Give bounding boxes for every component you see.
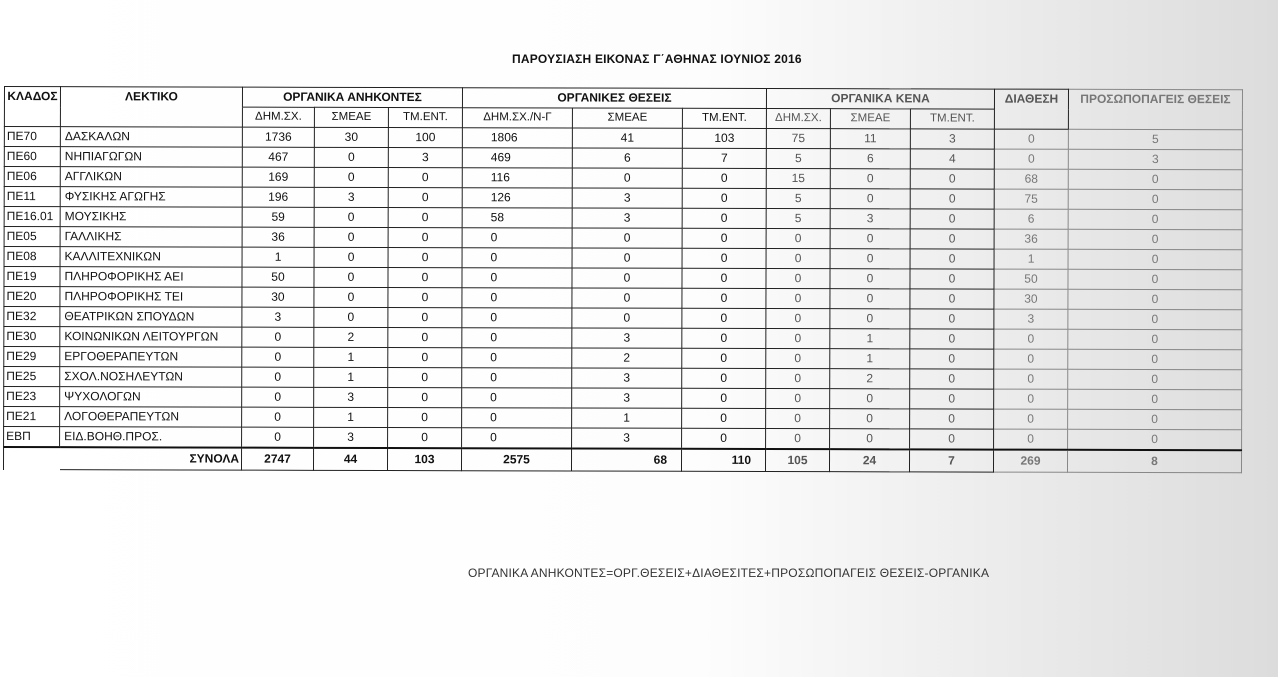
cell-anh-smeae: 1: [314, 367, 388, 387]
cell-anh-tm: 0: [388, 168, 462, 188]
cell-ken-smeae: 0: [830, 189, 910, 209]
cell-diathesi: 0: [994, 329, 1068, 349]
cell-anh-tm: 0: [388, 228, 462, 248]
total-anh-tm: 103: [387, 448, 461, 471]
cell-klados: ΕΒΠ: [4, 427, 60, 448]
cell-anh-smeae: 0: [314, 167, 388, 187]
total-prosopopageis: 8: [1067, 450, 1241, 473]
cell-anh-tm: 0: [388, 188, 462, 208]
cell-anh-dhm: 467: [242, 147, 314, 167]
cell-ken-tm: 0: [910, 389, 994, 409]
cell-anh-tm: 0: [388, 388, 462, 408]
cell-the-dhm: 0: [462, 228, 572, 248]
cell-ken-dhm: 0: [766, 248, 830, 268]
cell-klados: ΠΕ20: [4, 287, 60, 307]
cell-the-dhm: 0: [462, 428, 572, 449]
cell-klados: ΠΕ16.01: [4, 207, 60, 227]
header-prosopopageis: ΠΡΟΣΩΠΟΠΑΓΕΙΣ ΘΕΣΕΙΣ: [1068, 89, 1242, 109]
cell-diathesi: 50: [994, 269, 1068, 289]
cell-diathesi: 30: [994, 289, 1068, 309]
cell-klados: ΠΕ23: [4, 387, 60, 407]
cell-lektiko: ΚΑΛΛΙΤΕΧΝΙΚΩΝ: [60, 247, 242, 267]
cell-the-tm: 7: [682, 148, 766, 168]
cell-lektiko: ΦΥΣΙΚΗΣ ΑΓΩΓΗΣ: [60, 187, 242, 207]
cell-lektiko: ΚΟΙΝΩΝΙΚΩΝ ΛΕΙΤΟΥΡΓΩΝ: [60, 327, 242, 347]
cell-anh-tm: 0: [388, 348, 462, 368]
cell-prosopopageis: 0: [1068, 349, 1242, 369]
subheader-the-smeae: ΣΜΕΑΕ: [572, 108, 682, 128]
cell-anh-dhm: 196: [242, 187, 314, 207]
cell-ken-smeae: 0: [830, 229, 910, 249]
cell-anh-tm: 0: [388, 248, 462, 268]
cell-diathesi: 0: [994, 369, 1068, 389]
cell-the-smeae: 0: [572, 308, 682, 328]
cell-ken-tm: 0: [910, 289, 994, 309]
total-ken-tm: 7: [909, 449, 993, 472]
cell-klados: ΠΕ30: [4, 327, 60, 347]
cell-anh-dhm: 0: [242, 367, 314, 387]
cell-prosopopageis: 0: [1068, 289, 1242, 309]
cell-ken-dhm: 15: [766, 168, 830, 188]
totals-row: [3, 447, 1241, 473]
cell-prosopopageis: 0: [1068, 429, 1242, 450]
cell-anh-tm: 0: [388, 208, 462, 228]
cell-anh-dhm: 1736: [242, 127, 314, 147]
cell-lektiko: ΛΟΓΟΘΕΡΑΠΕΥΤΩΝ: [60, 407, 242, 427]
cell-the-dhm: 0: [462, 288, 572, 308]
cell-prosopopageis: 0: [1068, 249, 1242, 269]
cell-the-smeae: 3: [572, 328, 682, 348]
cell-ken-tm: 0: [910, 349, 994, 369]
cell-the-dhm: 0: [462, 328, 572, 348]
header-klados: ΚΛΑΔΟΣ: [4, 87, 60, 107]
cell-prosopopageis: 3: [1068, 149, 1242, 169]
cell-the-smeae: 3: [572, 428, 682, 449]
document-title: ΠΑΡΟΥΣΙΑΣΗ ΕΙΚΟΝΑΣ Γ΄ΑΘΗΝΑΣ ΙΟΥΝΙΟΣ 2016: [512, 52, 802, 66]
cell-ken-dhm: 0: [766, 308, 830, 328]
cell-ken-dhm: 75: [766, 128, 830, 148]
cell-prosopopageis: 0: [1068, 189, 1242, 209]
subheader-ken-dhm: ΔΗΜ.ΣΧ.: [766, 108, 830, 128]
cell-prosopopageis: 0: [1068, 389, 1242, 409]
cell-prosopopageis: 0: [1068, 309, 1242, 329]
cell-ken-smeae: 1: [830, 329, 910, 349]
cell-the-tm: 0: [682, 408, 766, 428]
cell-diathesi: 6: [994, 209, 1068, 229]
cell-the-tm: 0: [682, 368, 766, 388]
cell-anh-dhm: 1: [242, 247, 314, 267]
cell-anh-tm: 0: [388, 368, 462, 388]
cell-the-dhm: 469: [462, 148, 572, 168]
cell-the-dhm: 0: [462, 308, 572, 328]
total-the-dhm: 2575: [461, 448, 571, 471]
cell-the-smeae: 0: [572, 248, 682, 268]
cell-the-smeae: 3: [572, 188, 682, 208]
cell-anh-tm: 0: [388, 408, 462, 428]
cell-lektiko: ΠΛΗΡΟΦΟΡΙΚΗΣ ΤΕΙ: [60, 287, 242, 307]
subheader-the-dhm: ΔΗΜ.ΣΧ./Ν-Γ: [462, 108, 572, 128]
cell-ken-smeae: 11: [830, 129, 910, 149]
cell-the-tm: 0: [682, 208, 766, 228]
cell-ken-dhm: 0: [766, 288, 830, 308]
cell-the-tm: 0: [682, 168, 766, 188]
cell-ken-tm: 0: [910, 249, 994, 269]
staffing-table: [3, 86, 1243, 473]
cell-prosopopageis: 0: [1068, 169, 1242, 189]
cell-diathesi: 0: [994, 349, 1068, 369]
cell-the-smeae: 0: [572, 228, 682, 248]
cell-ken-smeae: 2: [830, 369, 910, 389]
cell-klados: ΠΕ08: [4, 247, 60, 267]
cell-anh-dhm: 169: [242, 167, 314, 187]
header-organika-kena: ΟΡΓΑΝΙΚΑ ΚΕΝΑ: [766, 88, 994, 109]
cell-ken-tm: 0: [910, 209, 994, 229]
cell-the-smeae: 3: [572, 368, 682, 388]
total-the-smeae: 68: [571, 448, 681, 471]
cell-the-tm: 0: [682, 248, 766, 268]
cell-anh-tm: 3: [388, 148, 462, 168]
cell-anh-smeae: 2: [314, 327, 388, 347]
cell-the-dhm: 0: [462, 348, 572, 368]
cell-the-tm: 0: [682, 288, 766, 308]
cell-ken-smeae: 0: [830, 249, 910, 269]
cell-anh-smeae: 3: [314, 427, 388, 448]
cell-lektiko: ΓΑΛΛΙΚΗΣ: [60, 227, 242, 247]
cell-ken-dhm: 0: [766, 348, 830, 368]
formula-note: ΟΡΓΑΝΙΚΑ ΑΝΗΚΟΝΤΕΣ=ΟΡΓ.ΘΕΣΕΙΣ+ΔΙΑΘΕΣΙΤΕΣ+ΠΡΟΣΩΠΟΠΑΓΕΙΣ ΘΕΣΕΙΣ-ΟΡΓΑΝΙΚΑ: [468, 566, 990, 580]
cell-ken-smeae: 6: [830, 149, 910, 169]
cell-the-smeae: 0: [572, 288, 682, 308]
totals-label: ΣΥΝΟΛΑ: [59, 447, 241, 470]
cell-the-smeae: 1: [572, 408, 682, 428]
cell-the-smeae: 0: [572, 168, 682, 188]
cell-klados: ΠΕ06: [4, 167, 60, 187]
cell-anh-dhm: 30: [242, 287, 314, 307]
cell-lektiko: ΘΕΑΤΡΙΚΩΝ ΣΠΟΥΔΩΝ: [60, 307, 242, 327]
cell-anh-smeae: 0: [314, 147, 388, 167]
cell-anh-dhm: 0: [242, 347, 314, 367]
header-diathesi: ΔΙΑΘΕΣΗ: [994, 89, 1068, 109]
subheader-the-tm: ΤΜ.ΕΝΤ.: [682, 108, 766, 128]
cell-the-tm: 103: [682, 128, 766, 148]
cell-ken-smeae: 0: [830, 289, 910, 309]
cell-anh-tm: 0: [388, 268, 462, 288]
cell-the-tm: 0: [682, 428, 766, 449]
cell-ken-tm: 4: [910, 149, 994, 169]
cell-ken-tm: 0: [910, 409, 994, 429]
cell-anh-smeae: 0: [314, 207, 388, 227]
cell-anh-smeae: 0: [314, 307, 388, 327]
subheader-ken-smeae: ΣΜΕΑΕ: [830, 109, 910, 129]
header-organikes-theseis: ΟΡΓΑΝΙΚΕΣ ΘΕΣΕΙΣ: [462, 88, 766, 109]
cell-ken-tm: 3: [910, 129, 994, 149]
cell-anh-smeae: 0: [314, 247, 388, 267]
cell-lektiko: ΔΑΣΚΑΛΩΝ: [60, 127, 242, 147]
total-the-tm: 110: [681, 449, 765, 472]
cell-the-dhm: 0: [462, 368, 572, 388]
cell-the-dhm: 58: [462, 208, 572, 228]
cell-klados: ΠΕ25: [4, 367, 60, 387]
cell-ken-tm: 0: [910, 269, 994, 289]
cell-anh-dhm: 0: [242, 387, 314, 407]
cell-anh-tm: 0: [388, 328, 462, 348]
cell-anh-tm: 0: [388, 288, 462, 308]
cell-anh-smeae: 0: [314, 227, 388, 247]
cell-klados: ΠΕ05: [4, 227, 60, 247]
cell-anh-dhm: 0: [242, 407, 314, 427]
table-body: [4, 127, 1243, 451]
cell-anh-smeae: 30: [314, 127, 388, 147]
cell-klados: ΠΕ60: [4, 147, 60, 167]
cell-anh-dhm: 36: [242, 227, 314, 247]
cell-ken-tm: 0: [910, 429, 994, 450]
cell-the-dhm: 126: [462, 188, 572, 208]
cell-the-smeae: 3: [572, 388, 682, 408]
cell-ken-dhm: 0: [766, 368, 830, 388]
table-row: [4, 327, 1242, 350]
cell-anh-smeae: 0: [314, 287, 388, 307]
cell-ken-smeae: 0: [830, 269, 910, 289]
cell-the-dhm: 0: [462, 388, 572, 408]
total-diathesi: 269: [993, 450, 1067, 473]
cell-anh-dhm: 3: [242, 307, 314, 327]
cell-diathesi: 0: [994, 429, 1068, 450]
cell-ken-tm: 0: [910, 369, 994, 389]
header-lektiko: ΛΕΚΤΙΚΟ: [60, 87, 242, 107]
total-ken-dhm: 105: [765, 449, 829, 472]
cell-anh-tm: 0: [388, 428, 462, 449]
cell-klados: ΠΕ11: [4, 187, 60, 207]
cell-diathesi: 0: [994, 149, 1068, 169]
cell-anh-tm: 0: [388, 308, 462, 328]
cell-the-smeae: 41: [572, 128, 682, 148]
cell-diathesi: 3: [994, 309, 1068, 329]
cell-diathesi: 0: [994, 389, 1068, 409]
cell-ken-smeae: 3: [830, 209, 910, 229]
cell-klados: ΠΕ19: [4, 267, 60, 287]
cell-lektiko: ΨΥΧΟΛΟΓΩΝ: [60, 387, 242, 407]
cell-ken-dhm: 5: [766, 148, 830, 168]
cell-the-tm: 0: [682, 228, 766, 248]
cell-ken-tm: 0: [910, 229, 994, 249]
cell-anh-smeae: 3: [314, 387, 388, 407]
cell-lektiko: ΕΙΔ.ΒΟΗΘ.ΠΡΟΣ.: [60, 427, 242, 448]
cell-diathesi: 75: [994, 189, 1068, 209]
cell-the-smeae: 3: [572, 208, 682, 228]
cell-ken-dhm: 0: [766, 408, 830, 428]
cell-the-dhm: 0: [462, 268, 572, 288]
subheader-anh-smeae: ΣΜΕΑΕ: [314, 107, 388, 127]
cell-the-smeae: 2: [572, 348, 682, 368]
total-ken-smeae: 24: [829, 449, 909, 472]
cell-ken-dhm: 5: [766, 188, 830, 208]
cell-anh-dhm: 0: [242, 427, 314, 448]
cell-lektiko: ΠΛΗΡΟΦΟΡΙΚΗΣ ΑΕΙ: [60, 267, 242, 287]
cell-the-dhm: 0: [462, 408, 572, 428]
cell-ken-tm: 0: [910, 329, 994, 349]
cell-ken-dhm: 0: [766, 328, 830, 348]
cell-klados: ΠΕ70: [4, 127, 60, 147]
cell-lektiko: ΣΧΟΛ.ΝΟΣΗΛΕΥΤΩΝ: [60, 367, 242, 387]
cell-lektiko: ΑΓΓΛΙΚΩΝ: [60, 167, 242, 187]
cell-lektiko: ΕΡΓΟΘΕΡΑΠΕΥΤΩΝ: [60, 347, 242, 367]
cell-the-dhm: 1806: [462, 128, 572, 148]
cell-anh-tm: 100: [388, 128, 462, 148]
cell-ken-dhm: 5: [766, 208, 830, 228]
cell-klados: ΠΕ21: [4, 407, 60, 427]
cell-anh-dhm: 0: [242, 327, 314, 347]
cell-prosopopageis: 0: [1068, 229, 1242, 249]
cell-ken-dhm: 0: [766, 388, 830, 408]
subheader-ken-tm: ΤΜ.ΕΝΤ.: [910, 109, 994, 129]
cell-the-tm: 0: [682, 268, 766, 288]
cell-lektiko: ΜΟΥΣΙΚΗΣ: [60, 207, 242, 227]
cell-the-dhm: 0: [462, 248, 572, 268]
cell-ken-dhm: 0: [766, 428, 830, 449]
cell-diathesi: 36: [994, 229, 1068, 249]
cell-ken-smeae: 0: [830, 409, 910, 429]
cell-the-smeae: 6: [572, 148, 682, 168]
cell-diathesi: 68: [994, 169, 1068, 189]
cell-the-tm: 0: [682, 348, 766, 368]
cell-the-tm: 0: [682, 328, 766, 348]
cell-ken-smeae: 0: [830, 389, 910, 409]
cell-diathesi: 0: [994, 409, 1068, 429]
subheader-anh-dhm: ΔΗΜ.ΣΧ.: [242, 107, 314, 127]
cell-the-tm: 0: [682, 188, 766, 208]
cell-prosopopageis: 0: [1068, 269, 1242, 289]
cell-klados: ΠΕ32: [4, 307, 60, 327]
cell-diathesi: 0: [994, 129, 1068, 149]
cell-ken-smeae: 0: [830, 309, 910, 329]
cell-the-smeae: 0: [572, 268, 682, 288]
cell-ken-tm: 0: [910, 189, 994, 209]
cell-the-dhm: 116: [462, 168, 572, 188]
cell-diathesi: 1: [994, 249, 1068, 269]
cell-ken-smeae: 0: [830, 429, 910, 450]
cell-ken-tm: 0: [910, 169, 994, 189]
cell-prosopopageis: 0: [1068, 329, 1242, 349]
cell-anh-smeae: 1: [314, 347, 388, 367]
cell-prosopopageis: 0: [1068, 369, 1242, 389]
cell-prosopopageis: 5: [1068, 129, 1242, 149]
cell-ken-dhm: 0: [766, 228, 830, 248]
cell-anh-smeae: 1: [314, 407, 388, 427]
cell-klados: ΠΕ29: [4, 347, 60, 367]
cell-ken-tm: 0: [910, 309, 994, 329]
header-organika-anhkontes: ΟΡΓΑΝΙΚΑ ΑΝΗΚΟΝΤΕΣ: [242, 87, 462, 108]
cell-lektiko: ΝΗΠΙΑΓΩΓΩΝ: [60, 147, 242, 167]
cell-the-tm: 0: [682, 308, 766, 328]
cell-prosopopageis: 0: [1068, 209, 1242, 229]
cell-anh-dhm: 59: [242, 207, 314, 227]
total-anh-dhm: 2747: [241, 448, 313, 471]
cell-prosopopageis: 0: [1068, 409, 1242, 429]
table-row: [4, 307, 1242, 330]
cell-ken-smeae: 0: [830, 169, 910, 189]
cell-anh-smeae: 0: [314, 267, 388, 287]
cell-ken-dhm: 0: [766, 268, 830, 288]
subheader-anh-tm: ΤΜ.ΕΝΤ.: [388, 108, 462, 128]
cell-anh-smeae: 3: [314, 187, 388, 207]
total-anh-smeae: 44: [313, 448, 387, 471]
cell-the-tm: 0: [682, 388, 766, 408]
cell-ken-smeae: 1: [830, 349, 910, 369]
cell-anh-dhm: 50: [242, 267, 314, 287]
